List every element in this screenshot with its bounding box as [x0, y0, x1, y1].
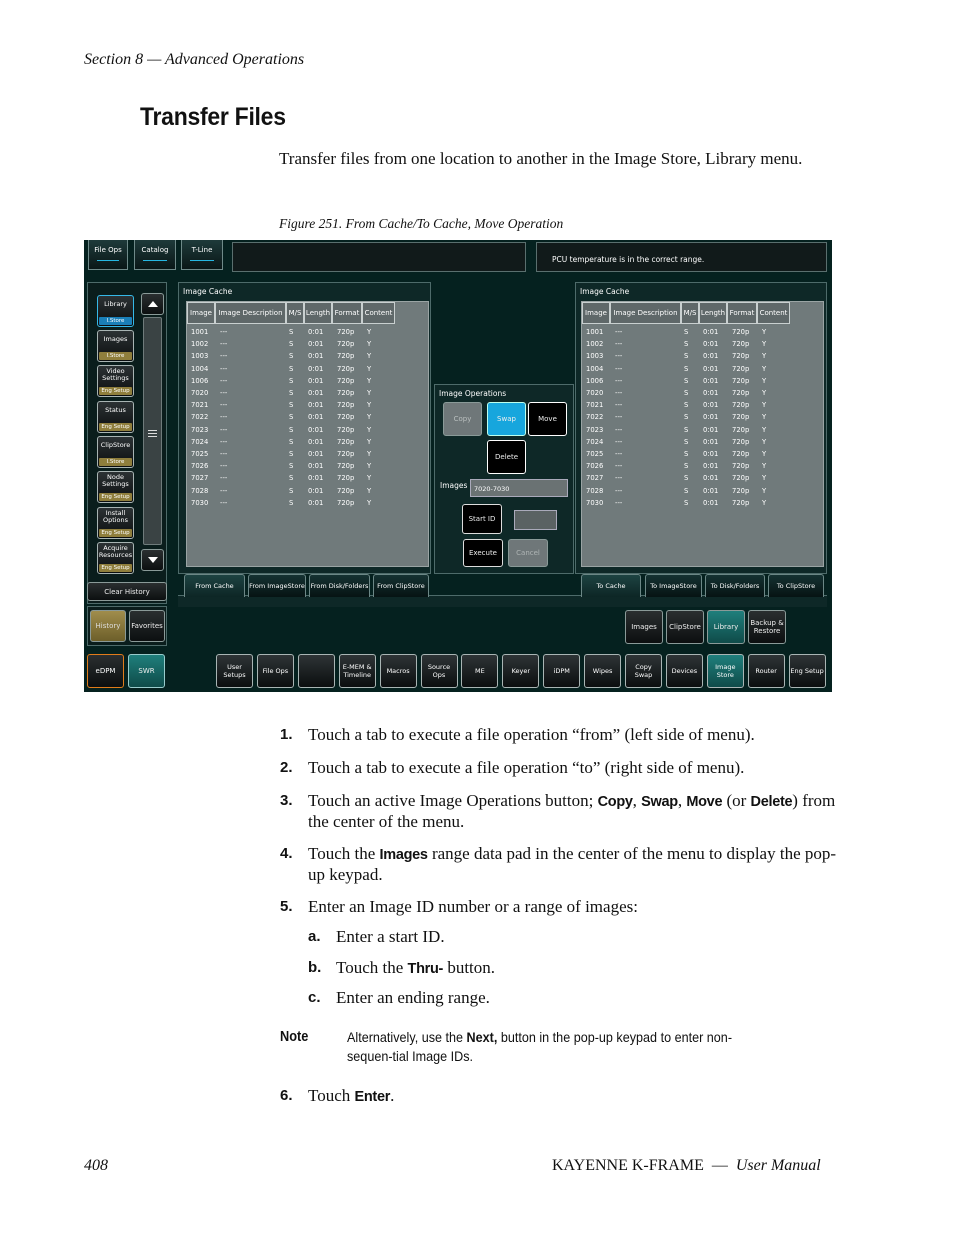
- table-cell: 720p: [732, 450, 750, 458]
- table-cell: 0:01: [703, 474, 719, 483]
- table-cell: 720p: [337, 364, 355, 373]
- column-header[interactable]: Image Description: [610, 302, 681, 324]
- table-cell: 720p: [732, 413, 750, 422]
- table-cell: S: [684, 474, 689, 483]
- table-cell: 720p: [337, 401, 355, 410]
- table-cell: S: [684, 340, 689, 349]
- end-id-field[interactable]: [514, 510, 557, 530]
- table-cell: Y: [367, 498, 372, 507]
- table-cell: 720p: [337, 462, 355, 471]
- table-cell: ---: [615, 401, 623, 410]
- chevron-down-icon: [148, 557, 158, 563]
- table-cell: Y: [367, 462, 372, 471]
- table-cell: 1006: [191, 376, 209, 385]
- ops-title: Image Operations: [439, 389, 507, 398]
- table-cell: S: [289, 413, 294, 422]
- panel-title: Image Cache: [183, 287, 233, 296]
- execute-button[interactable]: Execute: [463, 539, 503, 567]
- tab-from-clipstore[interactable]: From ClipStore: [373, 574, 429, 597]
- scroll-down-button[interactable]: [141, 549, 164, 571]
- table-cell: 720p: [732, 437, 750, 446]
- table-cell: 0:01: [308, 498, 324, 507]
- table-cell: S: [289, 352, 294, 361]
- image-operations-panel: [434, 384, 574, 574]
- table-cell: ---: [220, 389, 228, 397]
- table-cell: Y: [762, 328, 767, 336]
- table-cell: S: [684, 425, 689, 434]
- table-cell: 0:01: [308, 450, 324, 458]
- intro-paragraph: Transfer files from one location to another in the Image Store, Library menu.: [279, 149, 803, 168]
- table-cell: 720p: [337, 486, 355, 495]
- page-number: 408: [84, 1157, 108, 1174]
- table-cell: ---: [220, 340, 228, 349]
- table-cell: 0:01: [703, 486, 719, 495]
- table-cell: 0:01: [703, 389, 719, 397]
- sidebar-item-library[interactable]: Library I.Store: [97, 295, 134, 327]
- panel-title: Image Cache: [580, 287, 630, 296]
- table-cell: ---: [220, 462, 228, 471]
- table-cell: S: [684, 389, 689, 397]
- column-header[interactable]: Image: [187, 302, 215, 324]
- table-cell: Y: [762, 413, 767, 422]
- table-cell: S: [289, 340, 294, 349]
- sidebar-item-node-settings[interactable]: Node Settings Eng Setup: [97, 471, 134, 503]
- table-cell: S: [684, 376, 689, 385]
- menu-button-emem-timeline[interactable]: E-MEM & Timeline: [339, 654, 376, 688]
- table-cell: 7025: [191, 450, 209, 458]
- table-cell: 7021: [191, 401, 209, 410]
- table-cell: Y: [367, 437, 372, 446]
- history-favorites-group: [87, 606, 167, 646]
- images-label: Images: [440, 481, 468, 490]
- table-cell: ---: [220, 486, 228, 495]
- store-tab-clipstore[interactable]: ClipStore: [666, 610, 704, 644]
- table-cell: ---: [615, 425, 623, 434]
- table-cell: 0:01: [308, 425, 324, 434]
- table-cell: Y: [367, 376, 372, 385]
- table-cell: 0:01: [703, 401, 719, 410]
- table-cell: 7028: [191, 486, 209, 495]
- table-cell: S: [289, 389, 294, 397]
- table-cell: ---: [615, 498, 623, 507]
- tab-to-disk-folders[interactable]: To Disk/Folders: [705, 574, 765, 597]
- table-cell: 0:01: [703, 376, 719, 385]
- table-cell: Y: [367, 364, 372, 373]
- table-cell: 1004: [586, 364, 604, 373]
- tab-to-imagestore[interactable]: To ImageStore: [645, 574, 702, 597]
- tab-from-disk-folders[interactable]: From Disk/Folders: [309, 574, 370, 597]
- grip-icon: [148, 430, 157, 431]
- table-cell: 7030: [586, 498, 604, 507]
- store-tab-images[interactable]: Images: [625, 610, 663, 644]
- table-cell: Y: [367, 486, 372, 495]
- page-title: Transfer Files: [140, 103, 286, 131]
- table-cell: 720p: [732, 389, 750, 397]
- column-header[interactable]: M/S: [681, 302, 699, 324]
- table-cell: 7024: [191, 437, 209, 446]
- table-cell: 7027: [586, 474, 604, 483]
- table-cell: Y: [762, 352, 767, 361]
- table-cell: ---: [615, 352, 623, 361]
- copy-button[interactable]: Copy: [443, 402, 482, 436]
- table-cell: 1002: [586, 340, 604, 349]
- table-cell: 720p: [337, 450, 355, 458]
- delete-button[interactable]: Delete: [487, 440, 526, 474]
- sidebar: [87, 282, 167, 604]
- tab-from-cache[interactable]: From Cache: [184, 574, 245, 597]
- table-cell: ---: [615, 340, 623, 349]
- sidebar-item-install-options[interactable]: Install Options Eng Setup: [97, 507, 134, 539]
- table-cell: 7020: [191, 389, 209, 397]
- table-cell: 0:01: [308, 340, 324, 349]
- table-cell: 1003: [586, 352, 604, 361]
- column-header[interactable]: Format: [332, 302, 362, 324]
- menu-button-source-ops[interactable]: Source Ops: [421, 654, 458, 688]
- table-cell: ---: [220, 376, 228, 385]
- table-cell: 7027: [191, 474, 209, 483]
- menu-button-me[interactable]: ME: [461, 654, 498, 688]
- table-cell: 1006: [586, 376, 604, 385]
- table-cell: S: [684, 413, 689, 422]
- tab-to-clipstore[interactable]: To ClipStore: [768, 574, 824, 597]
- table-cell: ---: [615, 486, 623, 495]
- table-cell: 1001: [586, 328, 604, 336]
- table-cell: S: [289, 376, 294, 385]
- swr-button[interactable]: SWR: [128, 654, 165, 688]
- table-cell: 0:01: [703, 462, 719, 471]
- column-header[interactable]: Content: [362, 302, 395, 324]
- table-cell: ---: [220, 474, 228, 483]
- sidebar-item-acquire-resources[interactable]: Acquire Resources Eng Setup: [97, 542, 134, 574]
- table-cell: 7021: [586, 401, 604, 410]
- table-cell: 720p: [337, 474, 355, 483]
- table-cell: S: [289, 450, 294, 458]
- table-cell: 0:01: [703, 450, 719, 458]
- table-cell: Y: [367, 425, 372, 434]
- table-cell: S: [684, 401, 689, 410]
- tab-t-line[interactable]: T-Line: [181, 240, 223, 270]
- menu-button-router[interactable]: Router: [748, 654, 785, 688]
- tab-to-cache[interactable]: To Cache: [581, 574, 641, 597]
- table-cell: S: [684, 328, 689, 336]
- table-cell: 0:01: [308, 413, 324, 422]
- table-cell: 7023: [586, 425, 604, 434]
- table-cell: S: [289, 328, 294, 336]
- table-cell: 720p: [732, 486, 750, 495]
- sidebar-item-status[interactable]: Status Eng Setup: [97, 401, 134, 433]
- table-cell: S: [684, 437, 689, 446]
- table-cell: Y: [762, 437, 767, 446]
- table-cell: Y: [367, 474, 372, 483]
- table-cell: ---: [615, 450, 623, 458]
- table-cell: Y: [762, 425, 767, 434]
- table-cell: Y: [762, 376, 767, 385]
- figure-screenshot: [84, 240, 832, 692]
- table-cell: 720p: [337, 376, 355, 385]
- table-cell: S: [289, 364, 294, 373]
- table-cell: 7026: [191, 462, 209, 471]
- table-cell: Y: [367, 450, 372, 458]
- table-cell: 7025: [586, 450, 604, 458]
- table-cell: ---: [615, 437, 623, 446]
- table-cell: 0:01: [308, 401, 324, 410]
- column-header[interactable]: Length: [304, 302, 332, 324]
- cancel-button[interactable]: Cancel: [508, 539, 548, 567]
- table-cell: 720p: [337, 413, 355, 422]
- section-header: Section 8 — Advanced Operations: [84, 51, 305, 68]
- menu-button-eng-setup[interactable]: Eng Setup: [789, 654, 826, 688]
- note-label: Note: [280, 1028, 309, 1045]
- menu-button-idpm[interactable]: iDPM: [543, 654, 580, 688]
- table-cell: 0:01: [308, 486, 324, 495]
- table-cell: 720p: [732, 462, 750, 471]
- table-cell: ---: [615, 364, 623, 373]
- table-cell: ---: [615, 389, 623, 397]
- chevron-up-icon: [148, 301, 158, 307]
- table-cell: 0:01: [703, 364, 719, 373]
- table-cell: 720p: [337, 437, 355, 446]
- table-cell: 7022: [191, 413, 209, 422]
- table-cell: Y: [367, 413, 372, 422]
- table-cell: ---: [220, 498, 228, 507]
- sidebar-item-clipstore[interactable]: ClipStore I.Store: [97, 436, 134, 468]
- table-cell: 720p: [337, 328, 355, 336]
- table-cell: S: [684, 450, 689, 458]
- menu-button-image-store[interactable]: Image Store: [707, 654, 744, 688]
- menu-button-user-setups[interactable]: User Setups: [216, 654, 253, 688]
- table-cell: Y: [367, 389, 372, 397]
- table-cell: 720p: [337, 389, 355, 397]
- table-cell: Y: [762, 474, 767, 483]
- table-cell: 720p: [337, 425, 355, 434]
- left-image-cache-panel: [178, 282, 431, 574]
- tab-file-ops[interactable]: File Ops: [88, 240, 128, 270]
- table-cell: 720p: [337, 340, 355, 349]
- sidebar-item-images[interactable]: Images I.Store: [97, 330, 134, 362]
- edpm-button[interactable]: eDPM: [87, 654, 124, 688]
- table-cell: 1002: [191, 340, 209, 349]
- menu-button-wipes[interactable]: Wipes: [584, 654, 621, 688]
- table-cell: 7030: [191, 498, 209, 507]
- table-cell: S: [289, 401, 294, 410]
- table-cell: Y: [762, 450, 767, 458]
- menu-button-copy-swap[interactable]: Copy Swap: [625, 654, 662, 688]
- message-area: [232, 242, 526, 272]
- menu-button-keyer[interactable]: Keyer: [502, 654, 539, 688]
- table-cell: S: [684, 364, 689, 373]
- scroll-up-button[interactable]: [141, 293, 164, 315]
- right-image-cache-panel: [575, 282, 827, 574]
- table-cell: 0:01: [703, 328, 719, 336]
- table-cell: Y: [367, 340, 372, 349]
- figure-caption: Figure 251. From Cache/To Cache, Move Operation: [279, 216, 564, 231]
- table-cell: 0:01: [703, 340, 719, 349]
- table-cell: ---: [220, 413, 228, 422]
- table-cell: 0:01: [308, 328, 324, 336]
- table-cell: 720p: [732, 328, 750, 336]
- table-cell: 720p: [732, 340, 750, 349]
- column-header[interactable]: Format: [727, 302, 757, 324]
- tab-catalog[interactable]: Catalog: [134, 240, 176, 270]
- column-header[interactable]: Content: [757, 302, 790, 324]
- table-cell: S: [289, 437, 294, 446]
- table-cell: 720p: [732, 498, 750, 507]
- table-cell: ---: [220, 364, 228, 373]
- note-text: Alternatively, use the Next, button in the pop-up keypad to enter non-sequen-tial Image IDs.: [347, 1029, 733, 1064]
- table-cell: 720p: [732, 425, 750, 434]
- table-cell: 1001: [191, 328, 209, 336]
- table-cell: 720p: [732, 376, 750, 385]
- table-cell: 0:01: [703, 498, 719, 507]
- menu-button-macros[interactable]: Macros: [380, 654, 417, 688]
- table-cell: 720p: [732, 364, 750, 373]
- table-cell: S: [684, 498, 689, 507]
- sidebar-item-video-settings[interactable]: Video Settings Eng Setup: [97, 365, 134, 397]
- table-cell: 7026: [586, 462, 604, 471]
- clear-history-button[interactable]: Clear History: [87, 582, 167, 601]
- image-table-right[interactable]: [581, 301, 824, 567]
- menu-button-blank[interactable]: [298, 654, 335, 688]
- table-cell: ---: [615, 462, 623, 471]
- table-cell: S: [289, 498, 294, 507]
- table-cell: Y: [762, 364, 767, 373]
- table-cell: 0:01: [703, 437, 719, 446]
- table-cell: Y: [762, 340, 767, 349]
- table-cell: ---: [615, 328, 623, 336]
- table-cell: Y: [762, 486, 767, 495]
- table-cell: 7022: [586, 413, 604, 422]
- table-cell: S: [289, 474, 294, 483]
- swap-button[interactable]: Swap: [487, 402, 526, 436]
- table-cell: 7020: [586, 389, 604, 397]
- table-cell: 0:01: [308, 352, 324, 361]
- table-cell: 720p: [732, 401, 750, 410]
- table-cell: 720p: [337, 498, 355, 507]
- table-cell: ---: [220, 450, 228, 458]
- table-cell: 720p: [732, 352, 750, 361]
- table-cell: ---: [615, 413, 623, 422]
- table-cell: Y: [762, 401, 767, 410]
- table-cell: ---: [220, 352, 228, 361]
- table-cell: 0:01: [308, 364, 324, 373]
- table-cell: 0:01: [703, 413, 719, 422]
- table-cell: S: [684, 462, 689, 471]
- start-id-button[interactable]: Start ID: [462, 504, 502, 534]
- table-cell: 0:01: [703, 352, 719, 361]
- table-cell: ---: [220, 425, 228, 434]
- store-tab-library[interactable]: Library: [707, 610, 745, 644]
- table-cell: 720p: [732, 474, 750, 483]
- table-cell: S: [684, 486, 689, 495]
- table-cell: 0:01: [308, 437, 324, 446]
- table-cell: 7023: [191, 425, 209, 434]
- column-header[interactable]: Image: [582, 302, 610, 324]
- table-cell: S: [289, 462, 294, 471]
- table-cell: Y: [762, 498, 767, 507]
- footer-title: KAYENNE K-FRAME — User Manual: [552, 1157, 821, 1174]
- history-button[interactable]: History: [90, 610, 126, 642]
- image-table-left[interactable]: [186, 301, 429, 567]
- status-message: PCU temperature is in the correct range.: [536, 242, 827, 272]
- table-cell: ---: [615, 376, 623, 385]
- favorites-button[interactable]: Favorites: [129, 610, 165, 642]
- table-cell: Y: [762, 389, 767, 397]
- column-header[interactable]: M/S: [286, 302, 304, 324]
- scrollbar[interactable]: [143, 317, 162, 545]
- table-cell: 1004: [191, 364, 209, 373]
- table-cell: ---: [220, 401, 228, 410]
- table-cell: 0:01: [308, 462, 324, 471]
- images-range-input[interactable]: 7020-7030: [470, 479, 568, 497]
- table-cell: 0:01: [308, 389, 324, 397]
- table-cell: S: [684, 352, 689, 361]
- table-cell: ---: [220, 328, 228, 336]
- table-cell: ---: [615, 474, 623, 483]
- table-cell: 7028: [586, 486, 604, 495]
- table-cell: Y: [367, 352, 372, 361]
- table-cell: Y: [367, 328, 372, 336]
- menu-button-devices[interactable]: Devices: [666, 654, 703, 688]
- column-header[interactable]: Image Description: [215, 302, 286, 324]
- store-tab-backup-restore[interactable]: Backup & Restore: [748, 610, 786, 644]
- table-cell: 0:01: [308, 474, 324, 483]
- table-cell: 1003: [191, 352, 209, 361]
- table-cell: 0:01: [308, 376, 324, 385]
- column-header[interactable]: Length: [699, 302, 727, 324]
- table-cell: 0:01: [703, 425, 719, 434]
- table-cell: S: [289, 486, 294, 495]
- table-cell: ---: [220, 437, 228, 446]
- tab-from-imagestore[interactable]: From ImageStore: [248, 574, 306, 597]
- table-cell: 720p: [337, 352, 355, 361]
- table-cell: Y: [367, 401, 372, 410]
- table-cell: S: [289, 425, 294, 434]
- move-button[interactable]: Move: [528, 402, 567, 436]
- table-cell: 7024: [586, 437, 604, 446]
- table-cell: Y: [762, 462, 767, 471]
- menu-button-file-ops[interactable]: File Ops: [257, 654, 294, 688]
